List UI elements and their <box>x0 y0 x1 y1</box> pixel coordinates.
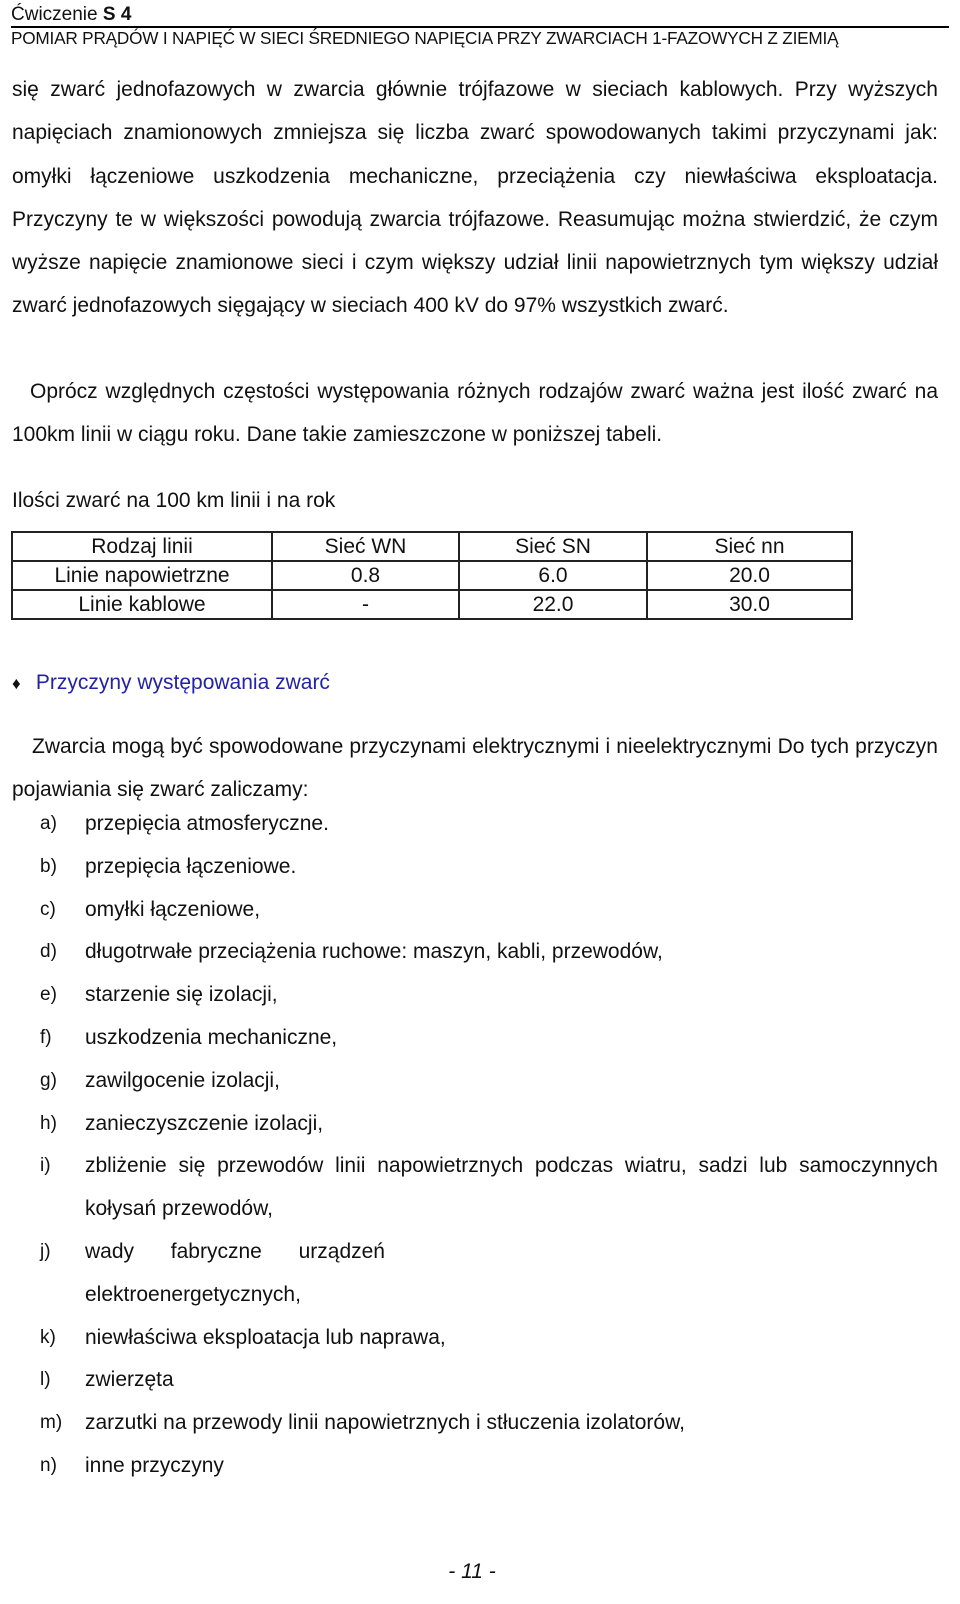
list-item-text: zawilgocenie izolacji, <box>85 1068 280 1092</box>
list-item <box>40 1145 938 1231</box>
exercise-id: S 4 <box>102 4 132 25</box>
list-item <box>40 1103 938 1146</box>
list-item <box>40 1445 938 1488</box>
list-item-label: l) <box>40 1369 51 1391</box>
list-item-label: m) <box>40 1412 63 1434</box>
list-item <box>40 1017 938 1060</box>
list-item <box>40 1231 938 1317</box>
table-cell: 30.0 <box>647 590 852 619</box>
paragraph-2: Oprócz względnych częstości występowania różnych rodzajów zwarć ważna jest ilość zwarć na 100km linii w ciągu roku. Dane takie zamieszczone w poniższej tabeli. <box>12 380 938 447</box>
list-item <box>40 889 938 932</box>
exercise-subtitle: POMIAR PRĄDÓW I NAPIĘĆ W SIECI ŚREDNIEGO NAPIĘCIA PRZY ZWARCIACH 1-FAZOWYCH Z ZIEMIĄ <box>11 28 839 48</box>
table-header-row <box>12 532 852 561</box>
table-cell: 20.0 <box>647 561 852 590</box>
header-rule <box>11 26 949 28</box>
table-cell: 6.0 <box>459 561 647 590</box>
list-item-text: inne przyczyny <box>85 1453 224 1477</box>
table-cell: Linie kablowe <box>12 590 272 619</box>
list-item-label: h) <box>40 1112 57 1134</box>
section-heading-text: Przyczyny występowania zwarć <box>35 671 330 694</box>
list-item-text: przepięcia atmosferyczne. <box>85 812 329 835</box>
table-row <box>12 590 852 619</box>
table-cell: - <box>272 590 459 619</box>
list-item <box>40 931 938 974</box>
list-item-label: f) <box>40 1026 52 1048</box>
list-item-label: b) <box>40 855 57 877</box>
table-cell: 0.8 <box>272 561 459 590</box>
list-item-label: i) <box>40 1155 51 1177</box>
list-item-text: uszkodzenia mechaniczne, <box>85 1025 338 1049</box>
list-item <box>40 1359 938 1402</box>
list-item <box>40 974 938 1017</box>
list-item <box>40 846 938 889</box>
paragraph-3: Zwarcia mogą być spowodowane przyczynami elektrycznymi i nieelektrycznymi Do tych przyczyn pojawiania się zwarć zaliczamy: <box>12 735 938 802</box>
list-item-label: a) <box>40 813 57 834</box>
list-item <box>40 1317 938 1360</box>
list-item-text: niewłaściwa eksploatacja lub naprawa, <box>85 1325 446 1349</box>
list-item <box>40 803 938 846</box>
list-item-text: omyłki łączeniowe, <box>85 897 261 921</box>
list-item-text: wady fabryczne urządzeń elektroenergetycznych, <box>85 1239 385 1306</box>
list-item-label: d) <box>40 941 57 963</box>
section-heading <box>12 668 330 699</box>
table-header-cell: Sieć WN <box>272 532 459 561</box>
diamond-bullet-icon: ♦ <box>12 674 21 693</box>
exercise-prefix: Ćwiczenie <box>11 4 103 25</box>
list-item <box>40 1402 938 1445</box>
list-item-label: k) <box>40 1326 56 1348</box>
list-item-text: zarzutki na przewody linii napowietrznych i stłuczenia izolatorów, <box>85 1411 685 1435</box>
table-cell: Linie napowietrzne <box>12 561 272 590</box>
faults-table <box>11 531 853 620</box>
list-item-text: przepięcia łączeniowe. <box>85 854 297 878</box>
table-header-cell: Sieć nn <box>647 532 852 561</box>
table-header-cell: Rodzaj linii <box>12 532 272 561</box>
paragraph-1: się zwarć jednofazowych w zwarcia głównie trójfazowe w sieciach kablowych. Przy wyższych napięciach znamionowych zmniejsza się liczba zwarć spowodowanych takimi przyczynami jak: omyłki łączeniowe uszkodzenia mechaniczne, przeciążenia czy niewłaściwa eksploatacja. Przyczyny te w większości powodują zwarcia trójfazowe. Reasumując można stwierdzić, że czym wyższe napięcie znamionowe sieci i czym większy udział linii napowietrznych tym większy udział zwarć jednofazowych sięgający w sieciach 400 kV do 97% wszystkich zwarć. <box>12 78 938 318</box>
list-item <box>40 1060 938 1103</box>
list-item-label: n) <box>40 1454 57 1476</box>
list-item-text: długotrwałe przeciążenia ruchowe: maszyn, kabli, przewodów, <box>85 940 663 964</box>
table-header-cell: Sieć SN <box>459 532 647 561</box>
list-item-text: zanieczyszczenie izolacji, <box>85 1111 324 1135</box>
page-number: - 11 - <box>448 1560 496 1583</box>
causes-list <box>40 803 938 1488</box>
table-row <box>12 561 852 590</box>
list-item-text: starzenie się izolacji, <box>85 983 278 1007</box>
list-item-label: c) <box>40 898 56 920</box>
list-item-label: e) <box>40 984 57 1006</box>
table-caption: Ilości zwarć na 100 km linii i na rok <box>12 489 336 512</box>
list-item-label: j) <box>40 1240 51 1262</box>
list-item-text: zwierzęta <box>85 1368 174 1392</box>
list-item-label: g) <box>40 1069 57 1091</box>
exercise-title <box>11 2 951 28</box>
list-item-text: zbliżenie się przewodów linii napowietrznych podczas wiatru, sadzi lub samoczynnych kołysań przewodów, <box>85 1154 938 1221</box>
table-cell: 22.0 <box>459 590 647 619</box>
page-header <box>11 2 951 48</box>
